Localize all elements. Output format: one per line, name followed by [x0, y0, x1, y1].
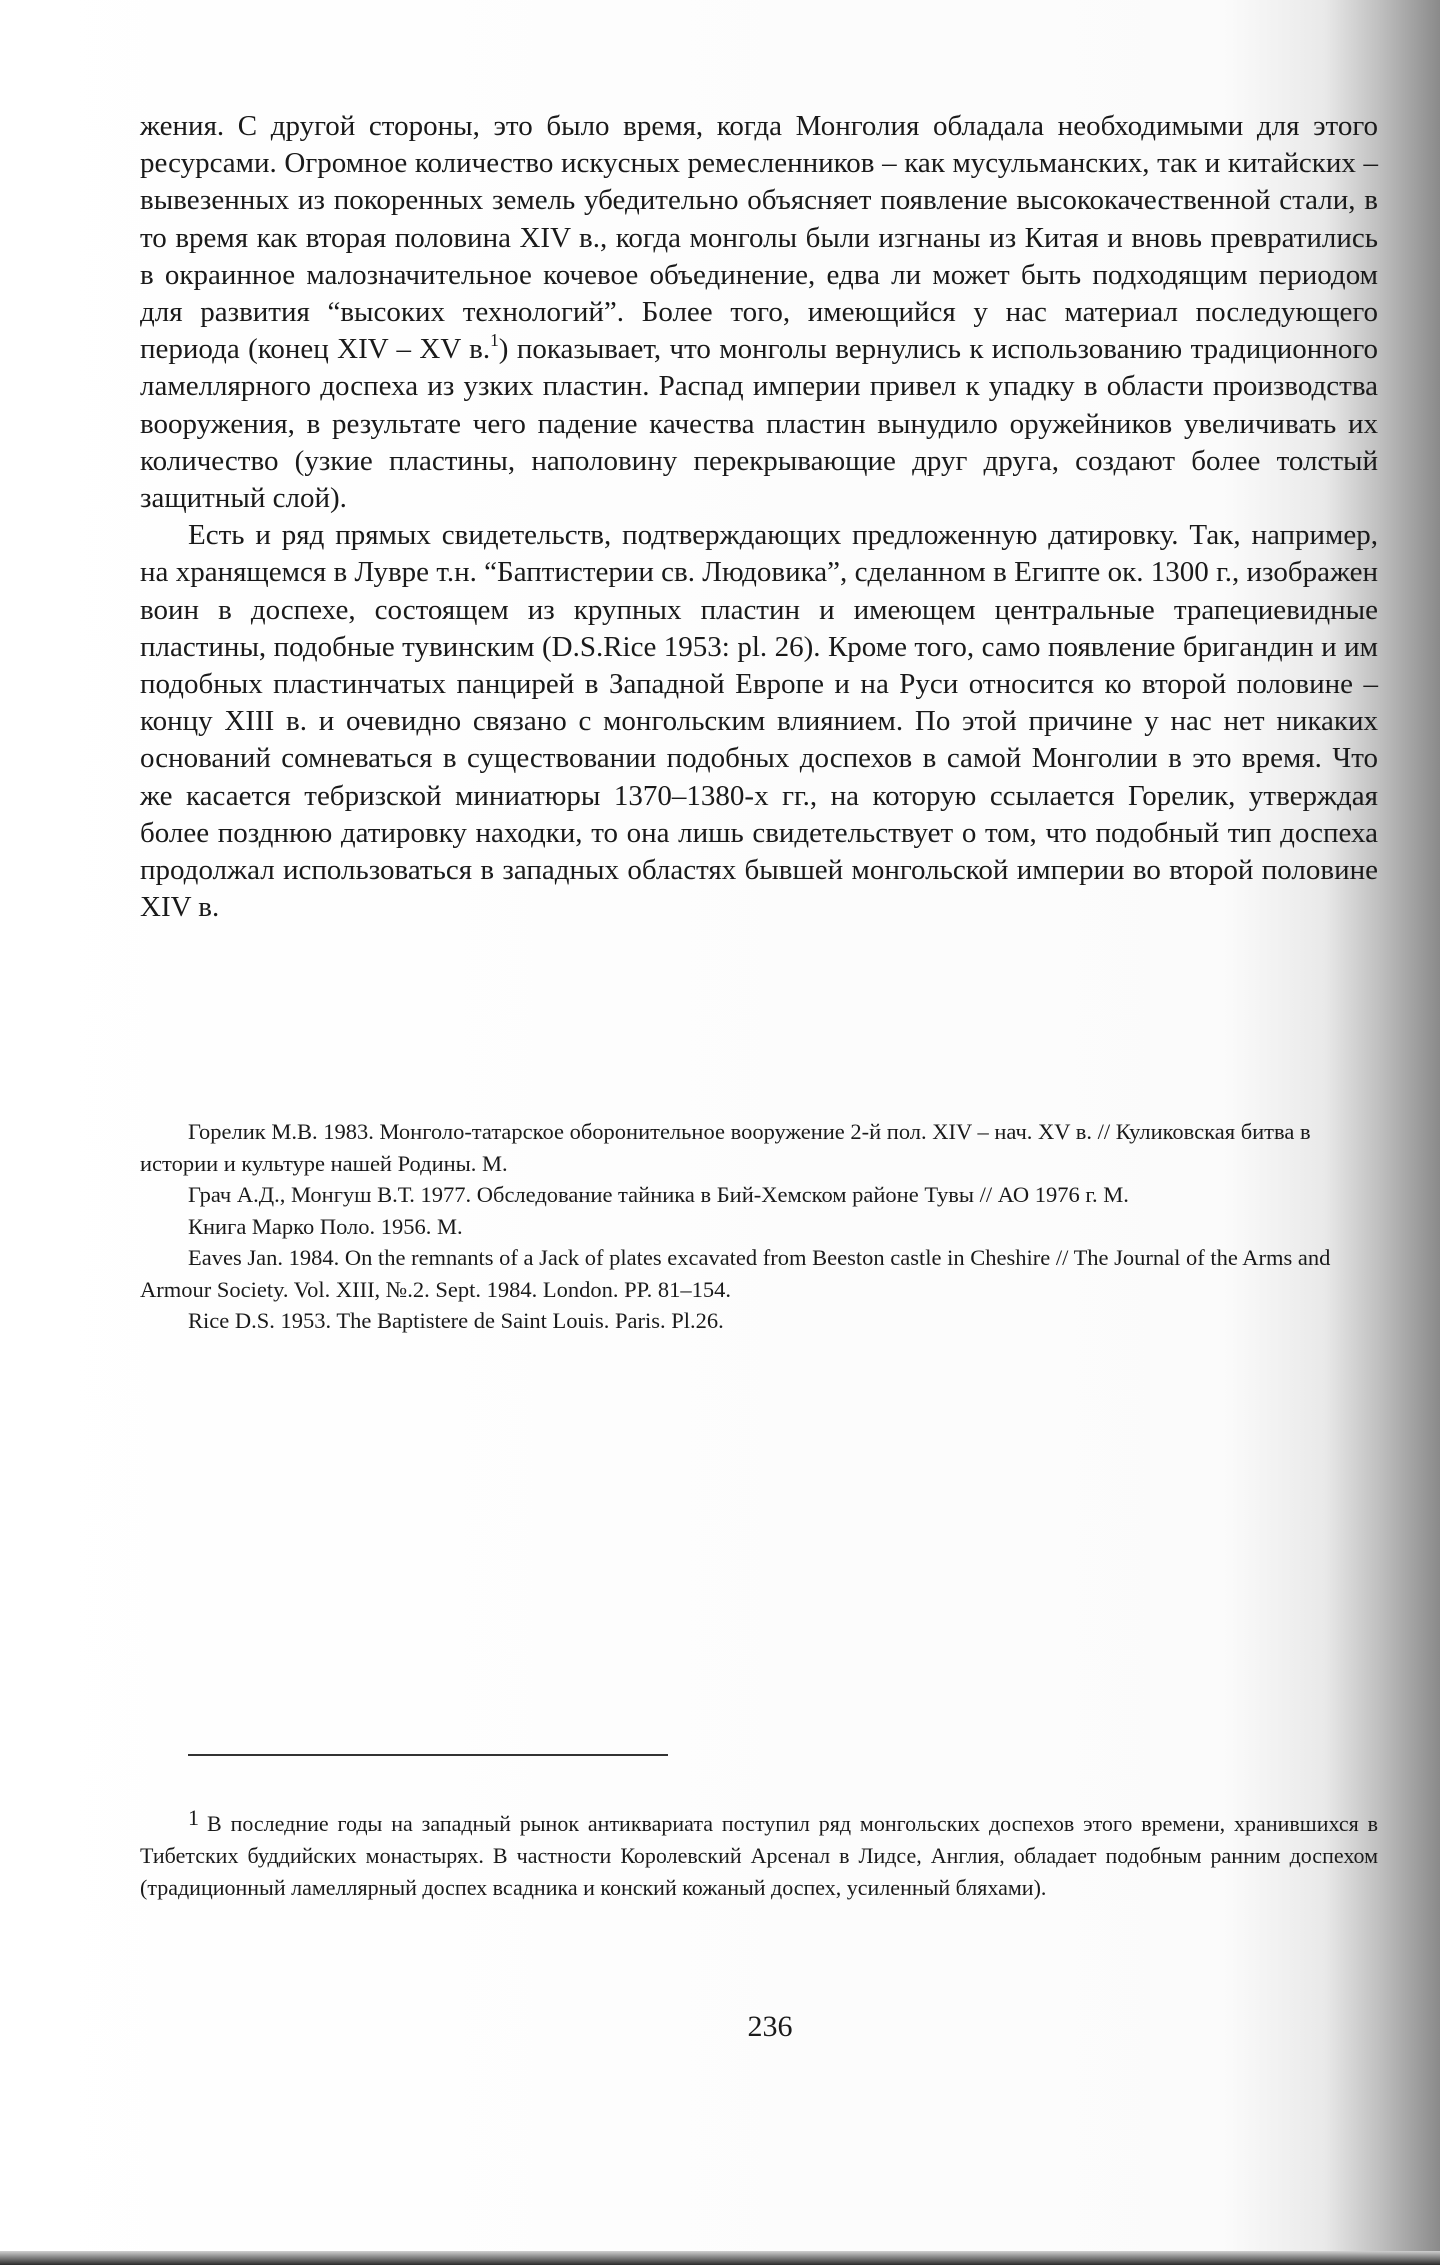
- footnote: [140, 1802, 1378, 1904]
- paragraph-1-part-a: жения. С другой стороны, это было время, когда Монголия обладала необходимыми для этого ресурсами. Огромное количество искусных ремесленников – как мусульманских, так и китайских – вывезенных из покоренных земель убедительно объясняет появление высококачественной стали, в то время как вторая половина XIV в., когда монголы были изгнаны из Китая и вновь превратились в окраинное малозначительное кочевое объединение, едва ли может быть подходящим периодом для развития “высоких технологий”. Более того, имеющийся у нас материал последующего периода (конец XIV – XV в.: [140, 110, 1378, 366]
- footnote-text: В последние годы на западный рынок антиквариата поступил ряд монгольских доспехов этого времени, хранившихся в Тибетских буддийских монастырях. В частности Королевский Арсенал в Лидсе, Англия, обладает подобным ранним доспехом (традиционный ламеллярный доспех всадника и конский кожаный доспех, усиленный бляхами).: [140, 1811, 1378, 1900]
- reference-item: Горелик М.В. 1983. Монголо-татарское оборонительное вооружение 2-й пол. XIV – нач. XV в. // Куликовская битва в истории и культуре нашей Родины. М.: [140, 1119, 1311, 1176]
- reference-item: Грач А.Д., Монгуш В.Т. 1977. Обследование тайника в Бий-Хемском районе Тувы // АО 1976 г. М.: [188, 1182, 1129, 1207]
- paragraph-1-part-b: ) показывает, что монголы вернулись к использованию традиционного ламеллярного доспеха из узких пластин. Распад империи привел к упадку в области производства вооружения, в результате чего падение качества пластин вынудило оружейников увеличивать их количество (узкие пластины, наполовину перекрывающие друг друга, создают более толстый защитный слой).: [140, 333, 1378, 515]
- main-text: [140, 108, 1378, 926]
- reference-list: [140, 1116, 1378, 1337]
- reference-item: Eaves Jan. 1984. On the remnants of a Jack of plates excavated from Beeston castle in Cheshire // The Journal of the Arms and Armour Society. Vol. XIII, №.2. Sept. 1984. London. PP. 81–154.: [140, 1245, 1331, 1302]
- reference-item: Rice D.S. 1953. The Baptistere de Saint Louis. Paris. Pl.26.: [188, 1308, 724, 1333]
- footnote-reference: 1: [490, 330, 499, 351]
- paragraph-1: [140, 108, 1378, 517]
- footnote-divider: [188, 1754, 668, 1756]
- reference-item: Книга Марко Поло. 1956. М.: [188, 1213, 463, 1239]
- paragraph-2: Есть и ряд прямых свидетельств, подтверждающих предложенную датировку. Так, например, на хранящемся в Лувре т.н. “Баптистерии св. Людовика”, сделанном в Египте ок. 1300 г., изображен воин в доспехе, состоящем из крупных пластин и имеющем центральные трапециевидные пластины, подобные тувинским (D.S.Rice 1953: pl. 26). Кроме того, само появление бригандин и им подобных пластинчатых панцирей в Западной Европе и на Руси относится ко второй половине – концу XIII в. и очевидно связано с монгольским влиянием. По этой причине у нас нет никаких оснований сомневаться в существовании подобных доспехов в самой Монголии в это время. Что же касается тебризской миниатюры 1370–1380-х гг., на которую ссылается Горелик, утверждая более позднюю датировку находки, то она лишь свидетельствует о том, что подобный тип доспеха продолжал использоваться в западных областях бывшей монгольской империи во второй половине XIV в.: [140, 519, 1378, 924]
- page-number: 236: [747, 2010, 793, 2043]
- footnote-marker: 1: [188, 1805, 199, 1830]
- scan-bottom-edge: [0, 2251, 1440, 2265]
